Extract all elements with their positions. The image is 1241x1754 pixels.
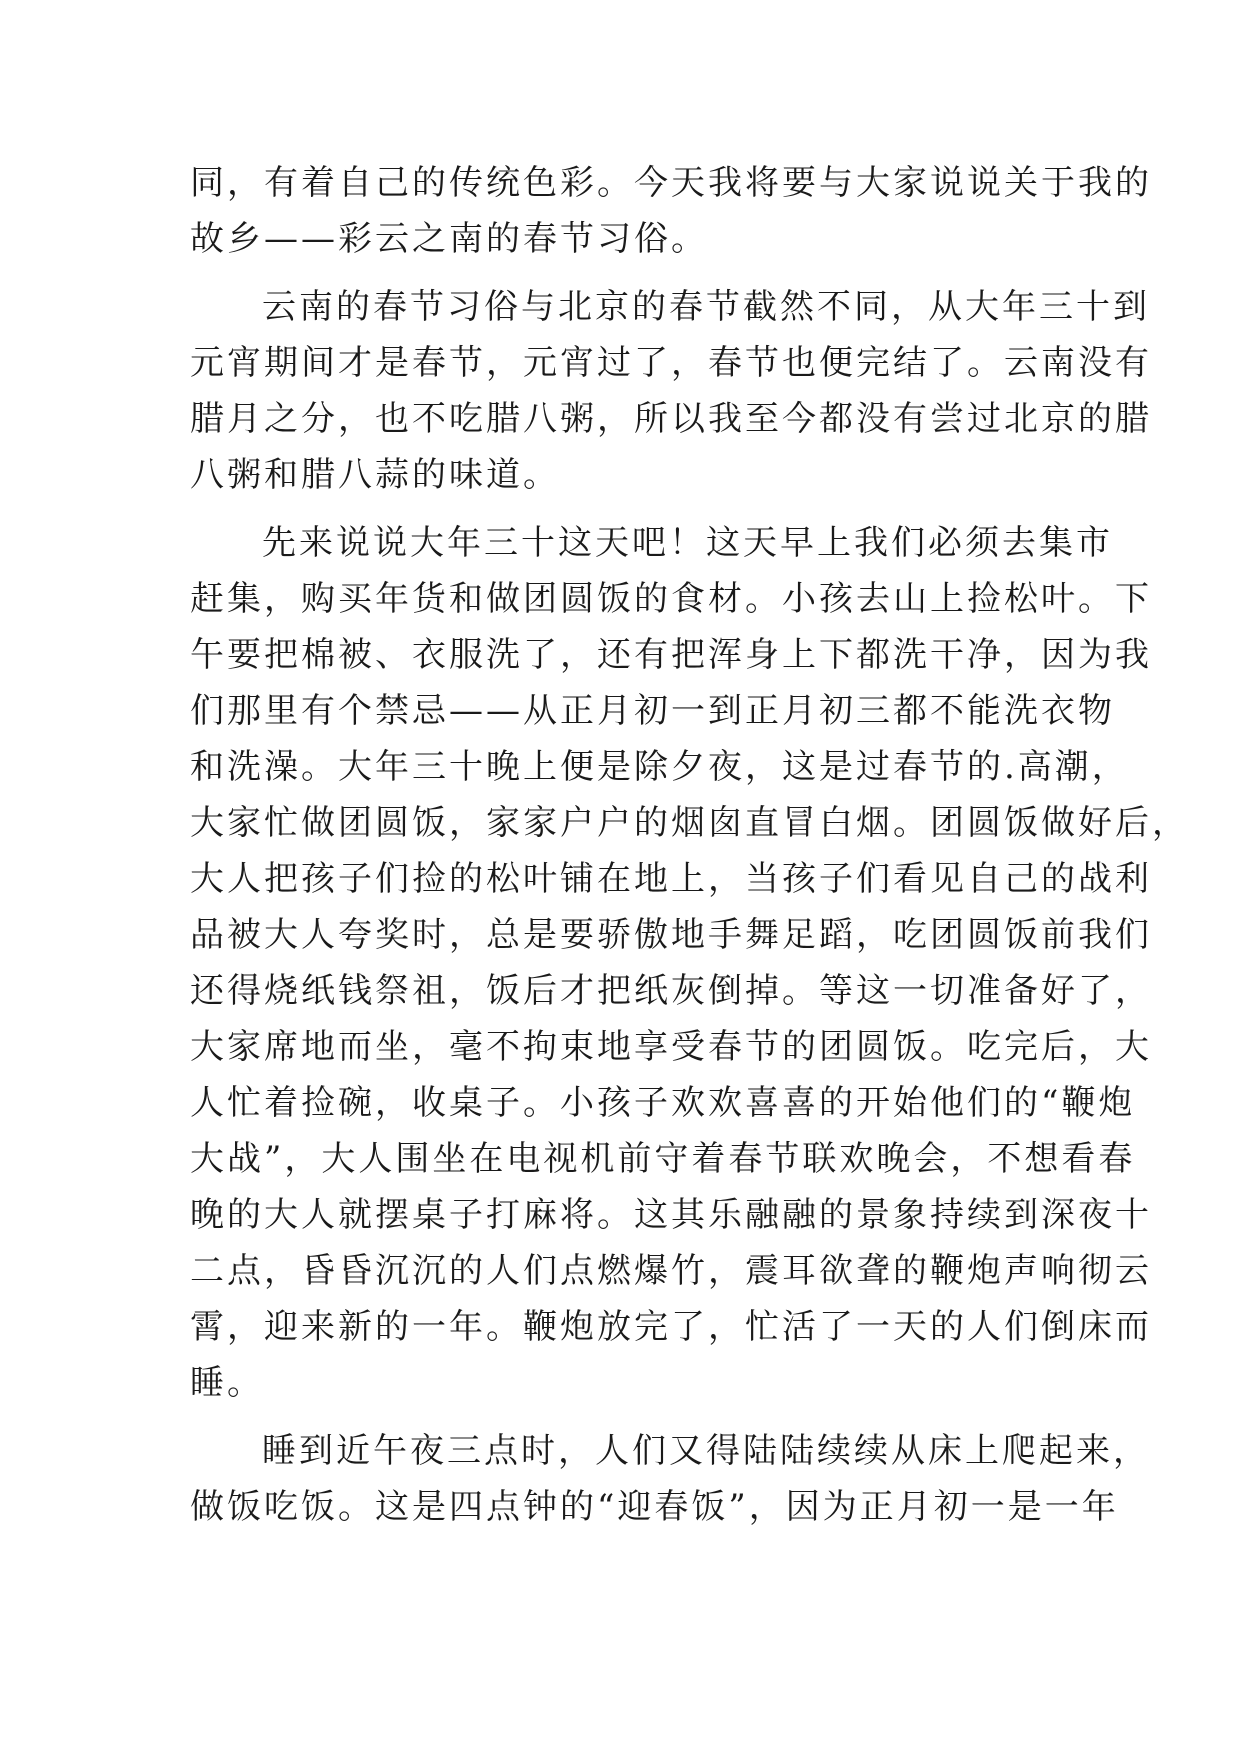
text-line: 大战”，大人围坐在电视机前守着春节联欢晚会，不想看春 [190, 1139, 1136, 1179]
paragraph-1 [190, 155, 1152, 267]
text-line: 还得烧纸钱祭祖，饭后才把纸灰倒掉。等这一切准备好了， [190, 971, 1152, 1011]
text-line: 们那里有个禁忌——从正月初一到正月初三都不能洗衣物 [190, 691, 1115, 731]
text-line: 故乡——彩云之南的春节习俗。 [190, 219, 708, 259]
paragraph-2 [190, 279, 1152, 503]
text-line: 霄，迎来新的一年。鞭炮放完了，忙活了一天的人们倒床而 [190, 1307, 1152, 1347]
text-line: 品被大人夸奖时，总是要骄傲地手舞足蹈，吃团圆饭前我们 [190, 915, 1152, 955]
text-line: 大家席地而坐，毫不拘束地享受春节的团圆饭。吃完后，大 [190, 1027, 1152, 1067]
text-line: 元宵期间才是春节，元宵过了，春节也便完结了。云南没有 [190, 343, 1152, 383]
text-line: 睡到近午夜三点时，人们又得陆陆续续从床上爬起来， [262, 1431, 1150, 1471]
paragraph-3 [190, 515, 1189, 1411]
text-line: 二点，昏昏沉沉的人们点燃爆竹，震耳欲聋的鞭炮声响彻云 [190, 1251, 1152, 1291]
document-body [190, 155, 1189, 1535]
text-line: 午要把棉被、衣服洗了，还有把浑身上下都洗干净，因为我 [190, 635, 1152, 675]
text-line: 晚的大人就摆桌子打麻将。这其乐融融的景象持续到深夜十 [190, 1195, 1152, 1235]
text-line: 大人把孩子们捡的松叶铺在地上，当孩子们看见自己的战利 [190, 859, 1152, 899]
text-line: 八粥和腊八蒜的味道。 [190, 455, 560, 495]
paragraph-4 [190, 1423, 1150, 1535]
text-line: 做饭吃饭。这是四点钟的“迎春饭”，因为正月初一是一年 [190, 1487, 1119, 1527]
text-line: 和洗澡。大年三十晚上便是除夕夜，这是过春节的.高潮， [190, 747, 1129, 787]
text-line: 云南的春节习俗与北京的春节截然不同，从大年三十到 [262, 287, 1150, 327]
text-line: 腊月之分，也不吃腊八粥，所以我至今都没有尝过北京的腊 [190, 399, 1152, 439]
text-line: 同，有着自己的传统色彩。今天我将要与大家说说关于我的 [190, 163, 1152, 203]
text-line: 赶集，购买年货和做团圆饭的食材。小孩去山上捡松叶。下 [190, 579, 1152, 619]
text-line: 睡。 [190, 1363, 264, 1403]
text-line: 大家忙做团圆饭，家家户户的烟囱直冒白烟。团圆饭做好后， [190, 803, 1189, 843]
text-line: 先来说说大年三十这天吧！这天早上我们必须去集市 [262, 523, 1113, 563]
text-line: 人忙着捡碗，收桌子。小孩子欢欢喜喜的开始他们的“鞭炮 [190, 1083, 1136, 1123]
